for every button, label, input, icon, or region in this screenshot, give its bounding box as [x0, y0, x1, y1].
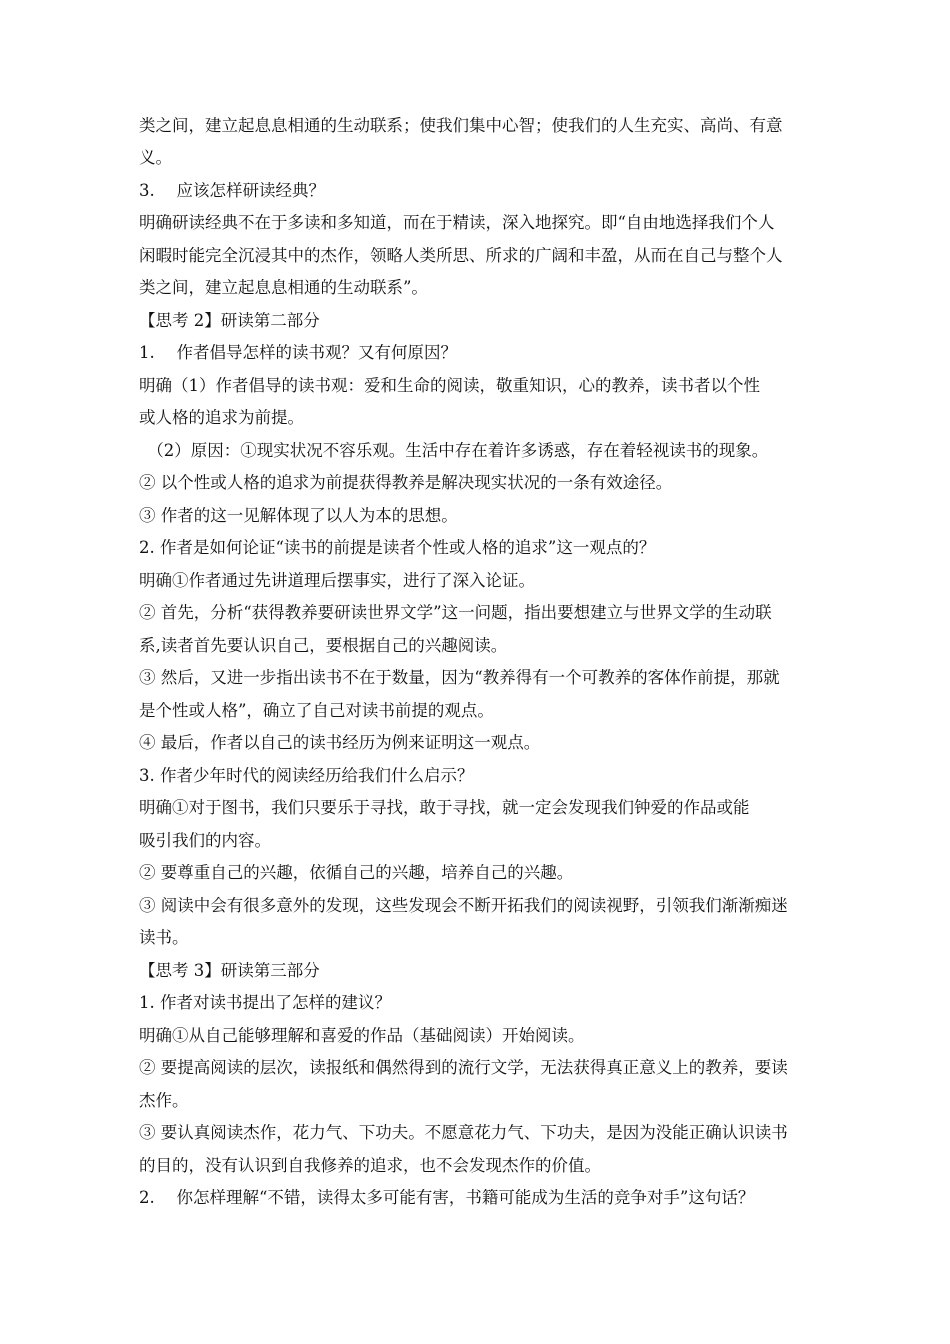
text-line: ② 要提高阅读的层次，读报纸和偶然得到的流行文学，无法获得真正意义上的教养，要读 [139, 1058, 788, 1077]
question-heading: 3. 应该怎样研读经典？ [139, 181, 325, 200]
text-line: 明确（1）作者倡导的读书观：爱和生命的阅读，敬重知识，心的教养，读书者以个性 [139, 376, 760, 395]
text-line: ③ 要认真阅读杰作，花力气、下功夫。不愿意花力气、下功夫，是因为没能正确认识读书 [139, 1123, 788, 1142]
text-line: ② 以个性或人格的追求为前提获得教养是解决现实状况的一条有效途径。 [139, 473, 673, 492]
text-line: ③ 阅读中会有很多意外的发现，这些发现会不断开拓我们的阅读视野，引领我们渐渐痴迷 [139, 896, 788, 915]
text-line: ③ 然后，又进一步指出读书不在于数量，因为“教养得有一个可教养的客体作前提，那就 [139, 668, 780, 687]
text-line: 明确研读经典不在于多读和多知道，而在于精读，深入地探究。即“自由地选择我们个人 [139, 213, 775, 232]
text-line: 类之间，建立起息息相通的生动联系；使我们集中心智；使我们的人生充实、高尚、有意 [139, 116, 783, 135]
text-line: 系,读者首先要认识自己，要根据自己的兴趣阅读。 [139, 636, 508, 655]
text-line: 义。 [139, 148, 172, 167]
question-heading: 2. 作者是如何论证“读书的前提是读者个性或人格的追求”这一观点的？ [139, 538, 656, 557]
text-line: 闲暇时能完全沉浸其中的杰作，领略人类所思、所求的广阔和丰盈，从而在自己与整个人 [139, 246, 783, 265]
question-heading: 3. 作者少年时代的阅读经历给我们什么启示？ [139, 766, 474, 785]
text-line: 明确①从自己能够理解和喜爱的作品（基础阅读）开始阅读。 [139, 1026, 585, 1045]
text-line: ② 首先，分析“获得教养要研读世界文学”这一问题，指出要想建立与世界文学的生动联 [139, 603, 772, 622]
section-heading: 【思考 2】研读第二部分 [139, 311, 320, 330]
text-line: 读书。 [139, 928, 189, 947]
section-heading: 【思考 3】研读第三部分 [139, 961, 320, 980]
text-line: 明确①作者通过先讲道理后摆事实，进行了深入论证。 [139, 571, 535, 590]
question-heading: 2. 你怎样理解“不错，读得太多可能有害，书籍可能成为生活的竞争对手”这句话？ [139, 1188, 755, 1207]
text-line: 杰作。 [139, 1091, 189, 1110]
text-line: 吸引我们的内容。 [139, 831, 271, 850]
text-line: 是个性或人格”，确立了自己对读书前提的观点。 [139, 701, 494, 720]
question-heading: 1. 作者对读书提出了怎样的建议？ [139, 993, 391, 1012]
text-line: 的目的，没有认识到自我修养的追求，也不会发现杰作的价值。 [139, 1156, 601, 1175]
text-line: 类之间，建立起息息相通的生动联系”。 [139, 278, 428, 297]
text-line: ② 要尊重自己的兴趣，依循自己的兴趣，培养自己的兴趣。 [139, 863, 574, 882]
text-line: 明确①对于图书，我们只要乐于寻找，敢于寻找，就一定会发现我们钟爱的作品或能 [139, 798, 750, 817]
question-heading: 1. 作者倡导怎样的读书观？又有何原因？ [139, 343, 457, 362]
text-line: ④ 最后，作者以自己的读书经历为例来证明这一观点。 [139, 733, 541, 752]
text-line: 或人格的追求为前提。 [139, 408, 304, 427]
text-line: （2）原因：①现实状况不容乐观。生活中存在着许多诱惑，存在着轻视读书的现象。 [139, 441, 769, 460]
text-line: ③ 作者的这一见解体现了以人为本的思想。 [139, 506, 458, 525]
